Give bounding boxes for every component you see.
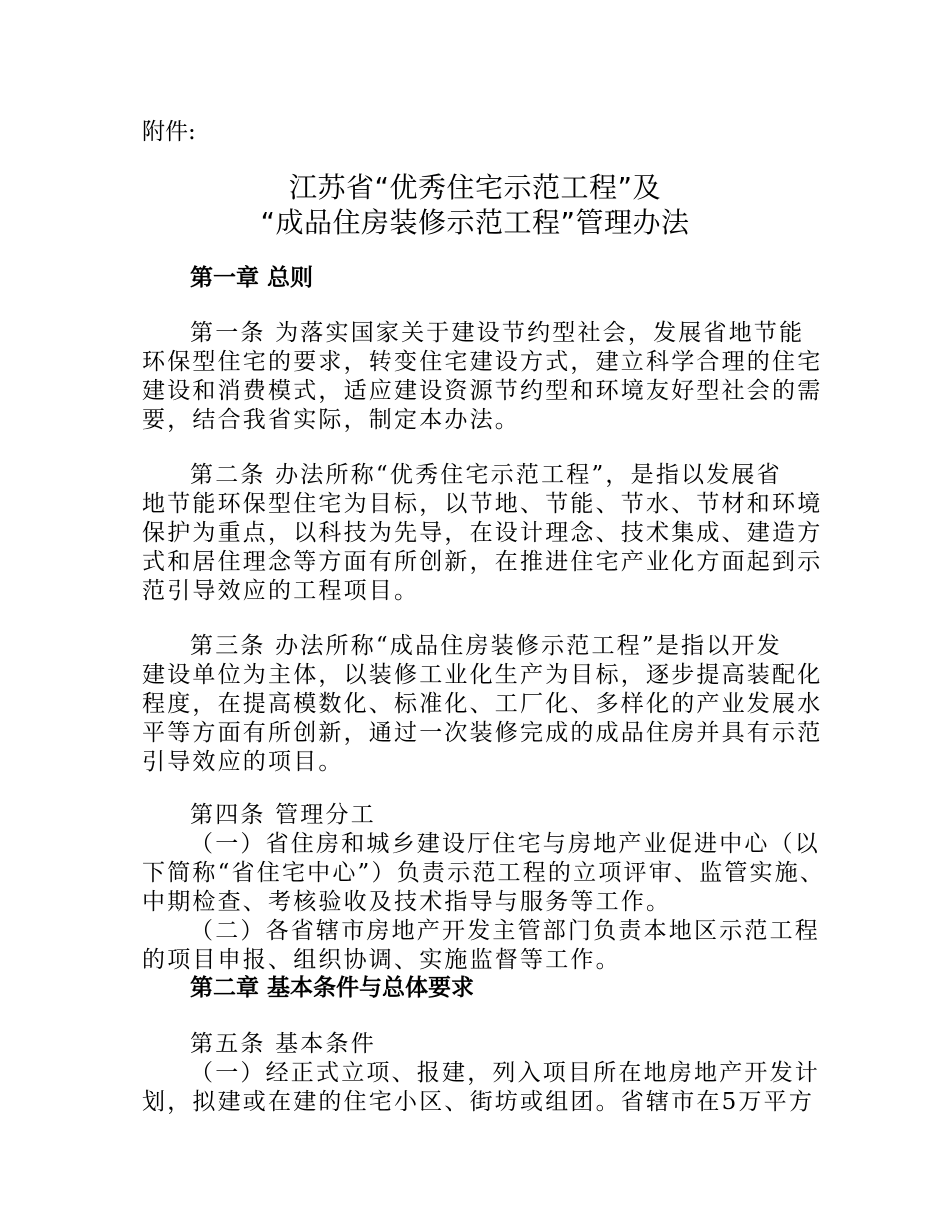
article-4-line: （一）省住房和城乡建设厅住宅与房地产业促进中心（以 [190, 831, 820, 857]
article-1-line: 建设和消费模式，适应建设资源节约型和环境友好型社会的需 [142, 378, 823, 404]
article-5-line: （一）经正式立项、报建，列入项目所在地房地产开发计 [190, 1060, 820, 1086]
article-5-line: 划，拟建或在建的住宅小区、街坊或组团。省辖市在5万平方 [142, 1089, 815, 1115]
article-3-line: 第三条 办法所称“成品住房装修示范工程”是指以开发 [190, 633, 782, 659]
article-4-line: 中期检查、考核验收及技术指导与服务等工作。 [142, 889, 672, 915]
article-1-line: 环保型住宅的要求，转变住宅建设方式，建立科学合理的住宅 [142, 349, 823, 375]
article-1-line: 第一条 为落实国家关于建设节约型社会，发展省地节能 [190, 320, 805, 346]
article-4-line: 下简称“省住宅中心”）负责示范工程的立项评审、监管实施、 [142, 860, 826, 886]
article-3-line: 平等方面有所创新，通过一次装修完成的成品住房并具有示范 [142, 720, 823, 746]
article-3-line: 程度，在提高模数化、标准化、工厂化、多样化的产业发展水 [142, 691, 823, 717]
chapter-2-heading: 第二章 基本条件与总体要求 [190, 975, 475, 1001]
article-2-line: 保护为重点，以科技为先导，在设计理念、技术集成、建造方 [142, 520, 823, 546]
article-4-line: （二）各省辖市房地产开发主管部门负责本地区示范工程 [190, 918, 820, 944]
chapter-1-heading: 第一章 总则 [190, 265, 314, 291]
article-2-line: 式和居住理念等方面有所创新，在推进住宅产业化方面起到示 [142, 549, 823, 575]
attachment-label: 附件: [142, 119, 196, 145]
article-3-line: 引导效应的项目。 [142, 749, 344, 775]
article-2-line: 第二条 办法所称“优秀住宅示范工程”，是指以发展省 [190, 462, 782, 488]
article-4-line: 的项目申报、组织协调、实施监督等工作。 [142, 947, 621, 973]
article-4-line: 第四条 管理分工 [190, 802, 376, 828]
article-2-line: 范引导效应的工程项目。 [142, 578, 420, 604]
document-title-line-2: “成品住房装修示范工程”管理办法 [260, 206, 690, 239]
article-5-line: 第五条 基本条件 [190, 1031, 376, 1057]
article-3-line: 建设单位为主体，以装修工业化生产为目标，逐步提高装配化 [142, 662, 823, 688]
article-1-line: 要，结合我省实际，制定本办法。 [142, 407, 520, 433]
document-title-line-1: 江苏省“优秀住宅示范工程”及 [288, 171, 661, 204]
article-2-line: 地节能环保型住宅为目标，以节地、节能、节水、节材和环境 [142, 491, 823, 517]
